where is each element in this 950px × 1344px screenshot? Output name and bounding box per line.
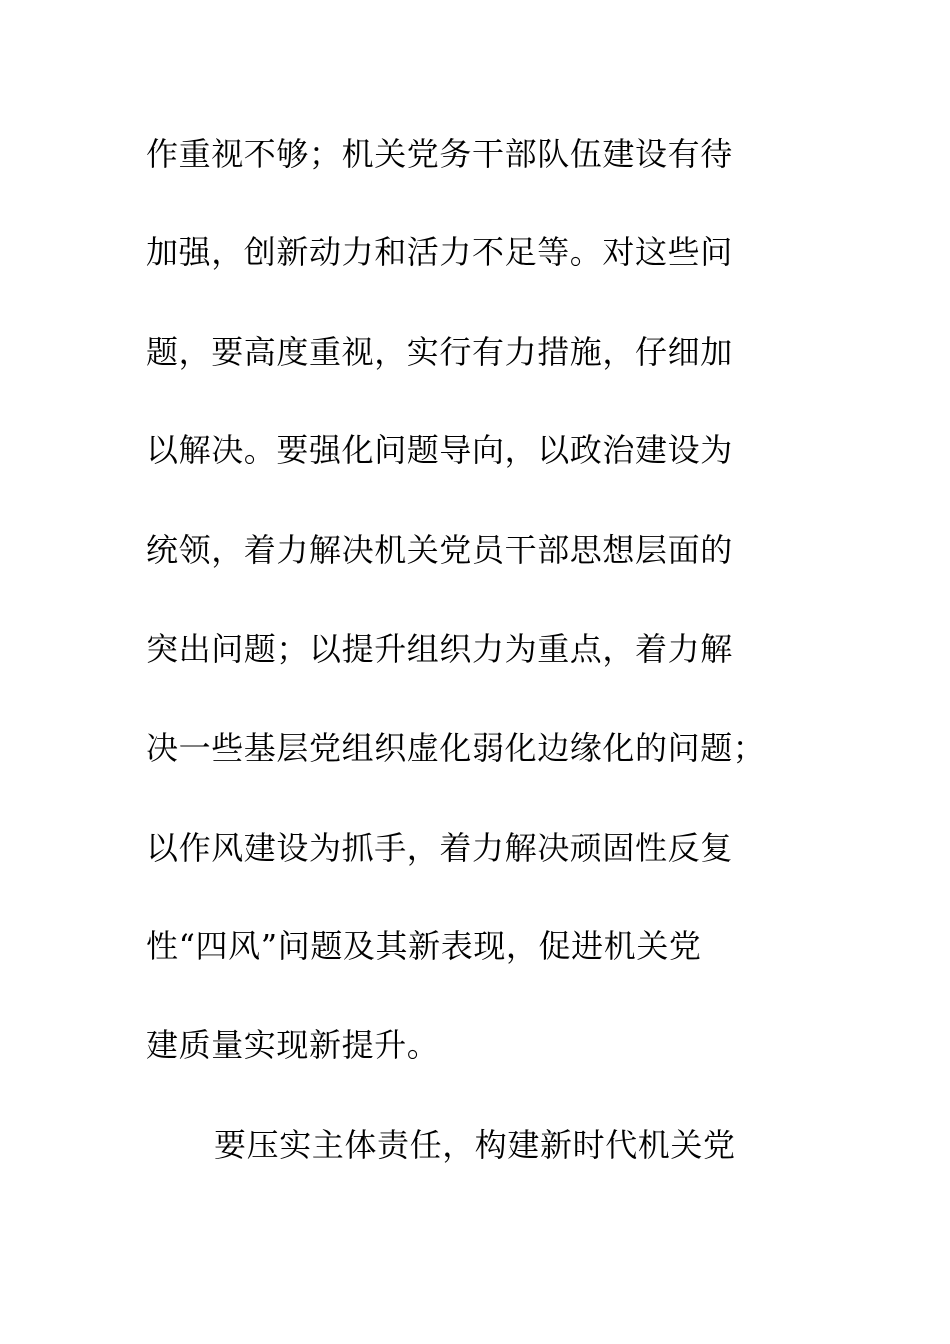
text-line: 题，要高度重视，实行有力措施，仔细加 — [146, 333, 733, 371]
text-line: 统领，着力解决机关党员干部思想层面的 — [146, 531, 733, 569]
text-line: 性“四风”问题及其新表现，促进机关党 — [146, 927, 702, 965]
text-line: 作重视不够；机关党务干部队伍建设有待 — [146, 135, 733, 173]
text-line: 加强，创新动力和活力不足等。对这些问 — [146, 233, 733, 271]
text-line: 以作风建设为抓手，着力解决顽固性反复 — [146, 829, 733, 867]
text-line: 突出问题；以提升组织力为重点，着力解 — [146, 630, 733, 668]
paragraph-first-line: 要压实主体责任，构建新时代机关党 — [214, 1126, 736, 1164]
text-line: 建质量实现新提升。 — [146, 1026, 440, 1064]
text-line: 决一些基层党组织虚化弱化边缘化的问题； — [146, 729, 766, 767]
text-line: 以解决。要强化问题导向，以政治建设为 — [146, 431, 733, 469]
